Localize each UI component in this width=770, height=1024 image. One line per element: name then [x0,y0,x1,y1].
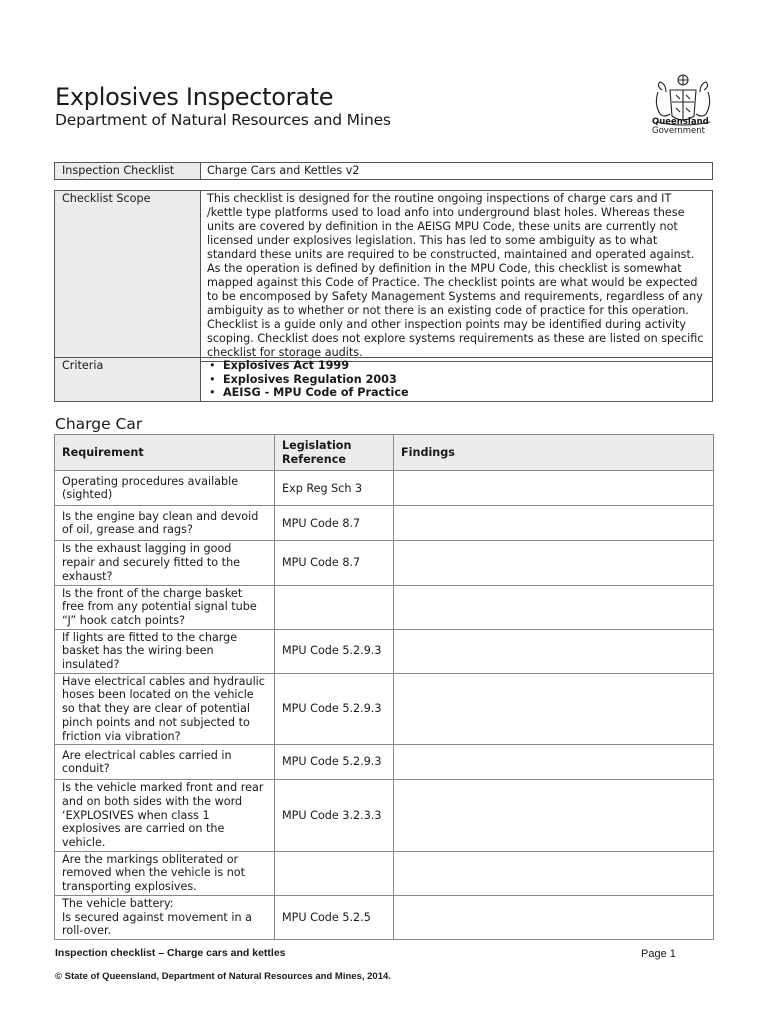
table-row [55,629,714,673]
criteria-label: Criteria [55,358,201,402]
table-row [55,506,714,541]
column-header-requirement: Requirement [55,435,275,471]
requirement-cell: Is the engine bay clean and devoid of oil, grease and rags? [55,506,275,541]
table-row [55,851,714,895]
queensland-government-wordmark [652,118,722,136]
legislation-cell [275,851,394,895]
criteria-item: • Explosives Act 1999 [223,359,706,373]
department-name: Department of Natural Resources and Mines [55,111,391,129]
requirement-cell: The vehicle battery: Is secured against movement in a roll-over. [55,895,275,939]
section-title: Charge Car [55,415,143,433]
logo-line-queensland: Queensland [652,117,709,127]
requirement-cell: Is the exhaust lagging in good repair and securely fitted to the exhaust? [55,541,275,585]
checklist-scope-label: Checklist Scope [55,191,201,362]
requirement-cell: Are the markings obliterated or removed when the vehicle is not transporting explosives. [55,851,275,895]
requirement-cell: Is the front of the charge basket free from any potential signal tube “J” hook catch points? [55,585,275,629]
footer-copyright: © State of Queensland, Department of Natural Resources and Mines, 2014. [55,971,391,982]
legislation-cell: MPU Code 5.2.5 [275,895,394,939]
findings-cell[interactable] [394,629,714,673]
requirement-cell: Have electrical cables and hydraulic hoses been located on the vehicle so that they are clear of potential pinch points and not subjected to friction via vibration? [55,673,275,745]
legislation-cell: MPU Code 5.2.9.3 [275,745,394,780]
column-header-legislation: Legislation Reference [275,435,394,471]
requirement-cell: Are electrical cables carried in conduit? [55,745,275,780]
document-title: Explosives Inspectorate [55,83,334,111]
table-row [55,745,714,780]
criteria-value [201,358,713,402]
logo-line-government: Government [652,126,706,136]
criteria-table [54,357,713,402]
table-row [55,585,714,629]
findings-cell[interactable] [394,471,714,506]
table-row [55,541,714,585]
table-row [55,895,714,939]
legislation-cell: Exp Reg Sch 3 [275,471,394,506]
findings-cell[interactable] [394,506,714,541]
criteria-item: • AEISG - MPU Code of Practice [223,386,706,400]
findings-cell[interactable] [394,895,714,939]
findings-cell[interactable] [394,745,714,780]
requirement-cell: If lights are fitted to the charge basket has the wiring been insulated? [55,629,275,673]
legislation-cell: MPU Code 5.2.9.3 [275,629,394,673]
inspection-checklist-label: Inspection Checklist [55,163,201,180]
page-number: Page 1 [641,948,676,960]
checklist-scope-text: This checklist is designed for the routine ongoing inspections of charge cars and IT /kettle type platforms used to load anfo into underground blast holes. Whereas these units are covered by definition in the AEISG MPU Code, these units are currently not licensed under explosives legislation. This has led to some ambiguity as to what standard these units are required to be constructed, maintained and operated against. As the operation is defined by definition in the MPU Code, this checklist is somewhat mapped against this Code of Practice. The checklist points are what would be expected to be encomposed by Safety Management Systems and requirements, regardless of any ambiguity as to whether or not there is an existing code of practice for this operation. Checklist is a guide only and other inspection points may be identified during activity scoping. Checklist does not explore systems requirements as these are listed on specific checklist for storage audits. [201,191,713,362]
findings-cell[interactable] [394,780,714,852]
inspection-checklist-value: Charge Cars and Kettles v2 [201,163,713,180]
footer-document-name: Inspection checklist – Charge cars and kettles [55,947,286,959]
legislation-cell: MPU Code 8.7 [275,541,394,585]
table-row [55,780,714,852]
checklist-scope-table [54,190,713,362]
findings-cell[interactable] [394,541,714,585]
criteria-item: • Explosives Regulation 2003 [223,373,706,387]
findings-cell[interactable] [394,585,714,629]
table-header-row [55,435,714,471]
legislation-cell: MPU Code 8.7 [275,506,394,541]
table-row [55,471,714,506]
table-row [55,673,714,745]
inspection-checklist-table [54,162,713,180]
findings-cell[interactable] [394,851,714,895]
legislation-cell [275,585,394,629]
legislation-cell: MPU Code 5.2.9.3 [275,673,394,745]
requirement-cell: Is the vehicle marked front and rear and on both sides with the word ‘EXPLOSIVES when class 1 explosives are carried on the vehicle. [55,780,275,852]
column-header-findings: Findings [394,435,714,471]
charge-car-checklist-table [54,434,714,940]
requirement-cell: Operating procedures available (sighted) [55,471,275,506]
legislation-cell: MPU Code 3.2.3.3 [275,780,394,852]
criteria-list [207,359,706,400]
findings-cell[interactable] [394,673,714,745]
